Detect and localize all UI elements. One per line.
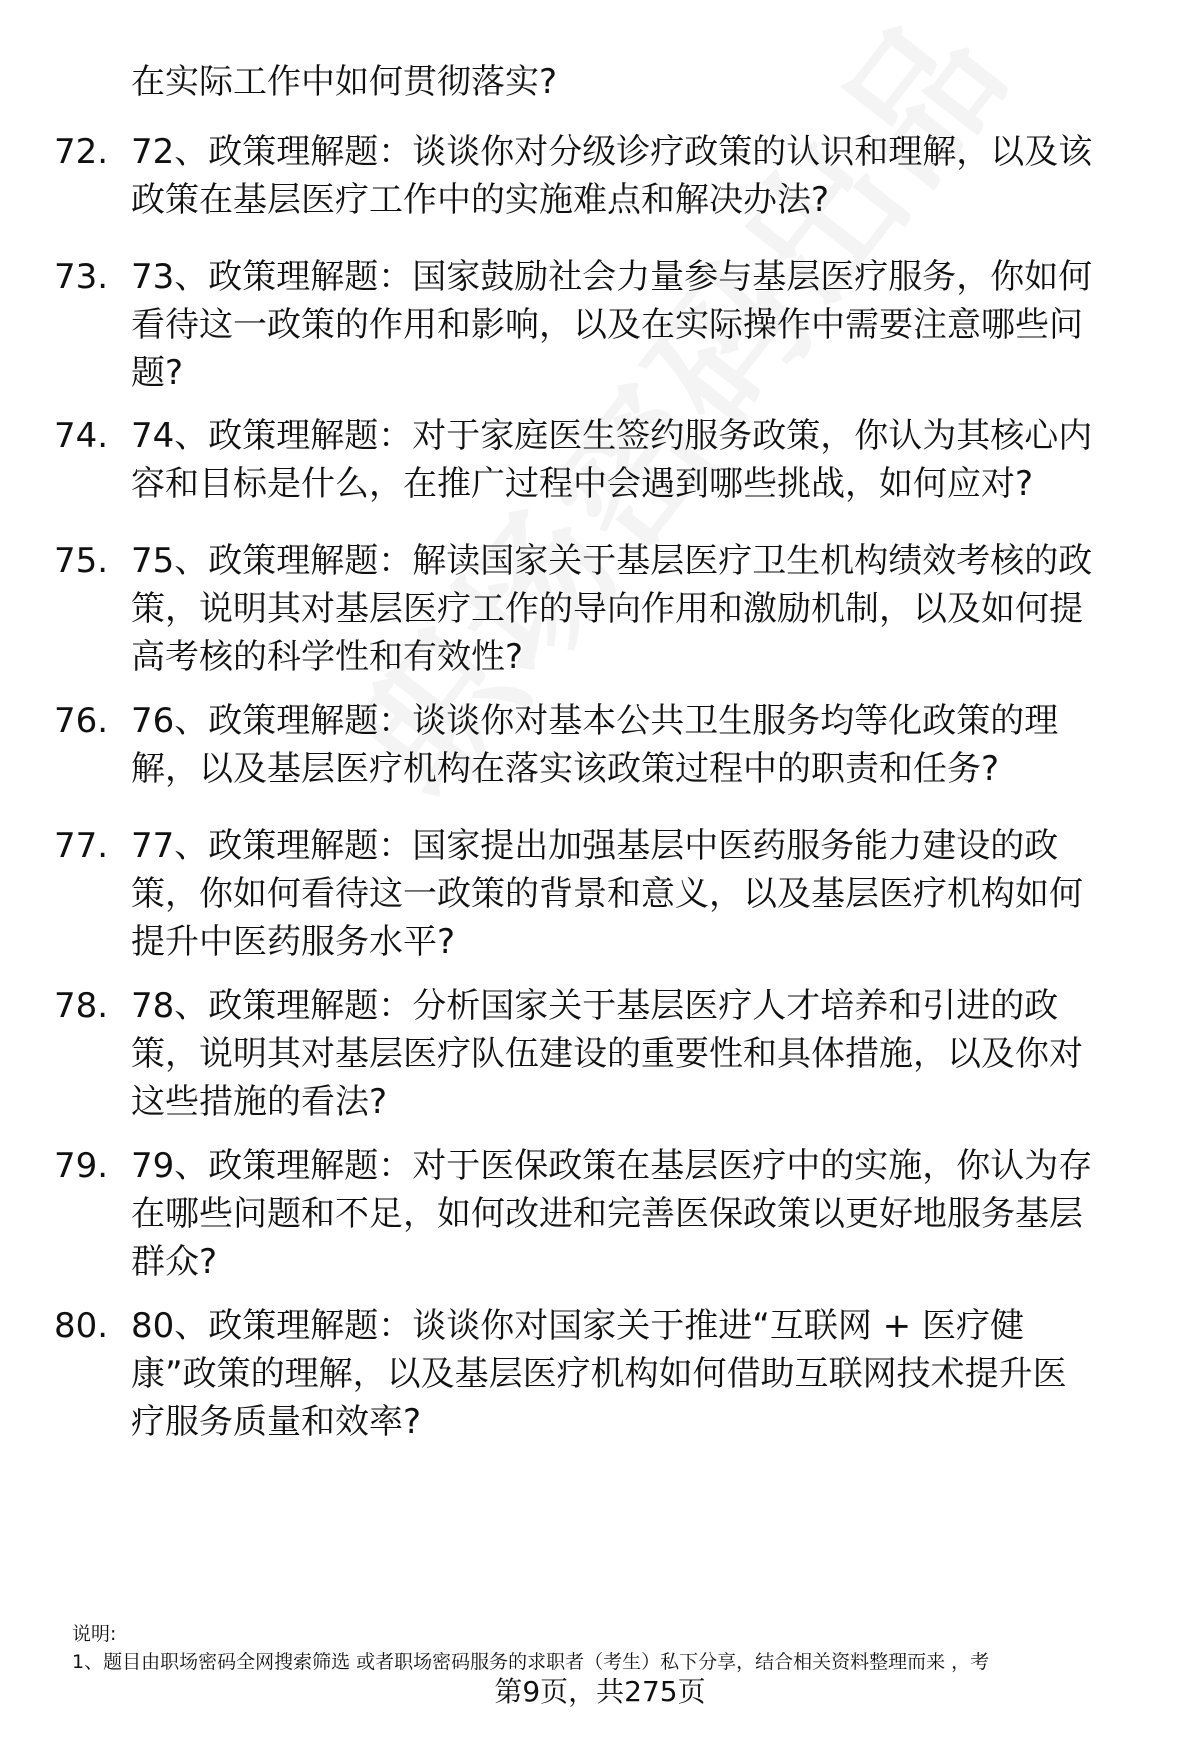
question-number: 78. bbox=[54, 986, 109, 1026]
question-text-line: 题? bbox=[131, 353, 184, 393]
question-number: 74. bbox=[54, 416, 109, 456]
question-text bbox=[131, 822, 1141, 966]
question-number: 77. bbox=[54, 826, 109, 866]
question-number: 80. bbox=[54, 1306, 109, 1346]
question-text-line: 策，说明其对基层医疗队伍建设的重要性和具体措施，以及你对 bbox=[131, 1034, 1083, 1074]
question-text-line: 在哪些问题和不足，如何改进和完善医保政策以更好地服务基层 bbox=[131, 1194, 1083, 1234]
question-text-line: 容和目标是什么，在推广过程中会遇到哪些挑战，如何应对? bbox=[131, 464, 1034, 504]
carry-over-text: 在实际工作中如何贯彻落实? bbox=[131, 62, 558, 102]
question-text-line: 76、政策理解题：谈谈你对基本公共卫生服务均等化政策的理 bbox=[131, 701, 1059, 741]
question-text bbox=[131, 1302, 1141, 1446]
question-text-line: 72、政策理解题：谈谈你对分级诊疗政策的认识和理解，以及该 bbox=[131, 132, 1093, 172]
question-text-line: 73、政策理解题：国家鼓励社会力量参与基层医疗服务，你如何 bbox=[131, 257, 1093, 297]
question-text-line: 康”政策的理解，以及基层医疗机构如何借助互联网技术提升医 bbox=[131, 1354, 1067, 1394]
question-text-line: 这些措施的看法? bbox=[131, 1082, 388, 1122]
question-text-line: 80、政策理解题：谈谈你对国家关于推进“互联网 + 医疗健 bbox=[131, 1306, 1024, 1346]
notes-heading: 说明: bbox=[72, 1623, 117, 1645]
question-text-line: 75、政策理解题：解读国家关于基层医疗卫生机构绩效考核的政 bbox=[131, 541, 1093, 581]
question-text-line: 策，说明其对基层医疗工作的导向作用和激励机制，以及如何提 bbox=[131, 589, 1083, 629]
question-number: 76. bbox=[54, 701, 109, 741]
question-text-line: 高考核的科学性和有效性? bbox=[131, 637, 524, 677]
question-text bbox=[131, 697, 1141, 793]
question-number: 72. bbox=[54, 132, 109, 172]
question-number: 79. bbox=[54, 1146, 109, 1186]
question-text bbox=[131, 253, 1141, 397]
question-text-line: 79、政策理解题：对于医保政策在基层医疗中的实施，你认为存 bbox=[131, 1146, 1093, 1186]
question-number: 73. bbox=[54, 257, 109, 297]
question-text-line: 看待这一政策的作用和影响，以及在实际操作中需要注意哪些问 bbox=[131, 305, 1083, 345]
question-text-line: 78、政策理解题：分析国家关于基层医疗人才培养和引进的政 bbox=[131, 986, 1059, 1026]
question-text-line: 群众? bbox=[131, 1242, 218, 1282]
question-text bbox=[131, 128, 1141, 224]
question-text bbox=[131, 537, 1141, 681]
question-text-line: 疗服务质量和效率? bbox=[131, 1402, 422, 1442]
question-text bbox=[131, 1142, 1141, 1286]
question-text-line: 解，以及基层医疗机构在落实该政策过程中的职责和任务? bbox=[131, 749, 1000, 789]
question-text-line: 策，你如何看待这一政策的背景和意义，以及基层医疗机构如何 bbox=[131, 874, 1083, 914]
question-text-line: 提升中医药服务水平? bbox=[131, 922, 456, 962]
notes-section bbox=[72, 1620, 989, 1676]
question-text-line: 74、政策理解题：对于家庭医生签约服务政策，你认为其核心内 bbox=[131, 416, 1093, 456]
notes-line-1: 1、题目由职场密码全网搜索筛选 或者职场密码服务的求职者（考生）私下分享，结合相关资料整理而来 ，考 bbox=[72, 1651, 990, 1673]
question-text-line: 政策在基层医疗工作中的实施难点和解决办法? bbox=[131, 180, 830, 220]
question-text-line: 77、政策理解题：国家提出加强基层中医药服务能力建设的政 bbox=[131, 826, 1059, 866]
page-number-footer: 第9页，共275页 bbox=[494, 1675, 706, 1708]
question-text bbox=[131, 412, 1141, 508]
question-number: 75. bbox=[54, 541, 109, 581]
question-text bbox=[131, 982, 1141, 1126]
